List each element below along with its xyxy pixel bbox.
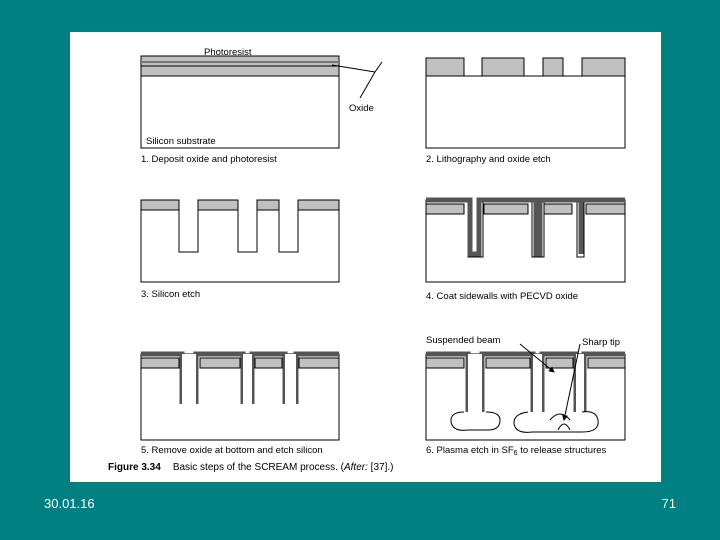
trench: [285, 354, 296, 416]
step-4-caption: 4. Coat sidewalls with PECVD oxide: [426, 291, 579, 302]
step-5-caption: 5. Remove oxide at bottom and etch silicon: [141, 445, 323, 456]
step-3-caption: 3. Silicon etch: [141, 289, 201, 300]
oxide-cap: [200, 358, 240, 368]
trench: [243, 354, 252, 416]
oxide-cap: [484, 204, 528, 214]
figure-canvas: [70, 32, 661, 482]
oxide-cap: [486, 358, 530, 368]
oxide-cap: [141, 200, 179, 210]
oxide-pointer-2: [360, 72, 375, 98]
panel-2: [426, 58, 625, 165]
oxide-pointer-3: [375, 62, 382, 72]
mask-block: [543, 58, 563, 76]
slide-date: 30.01.16: [44, 496, 95, 511]
trench: [182, 354, 196, 416]
tip-label: Sharp tip: [582, 337, 621, 348]
step-6-caption: 6. Plasma etch in $SF_6$ to release structures: [426, 445, 607, 457]
mask-block: [582, 58, 625, 76]
oxide-cap: [299, 358, 339, 368]
mask-block: [426, 58, 464, 76]
oxide-cap: [426, 204, 464, 214]
panel-1: [141, 47, 382, 165]
photoresist-shade: [141, 61, 339, 63]
panel-6: [426, 335, 625, 457]
substrate: [426, 76, 625, 148]
panel-4: [426, 200, 625, 302]
slide-page-number: 71: [661, 496, 676, 511]
oxide-cap: [426, 358, 464, 368]
oxide-cap: [141, 358, 179, 368]
release-cavity: [514, 412, 598, 433]
photoresist-label: Photoresist: [204, 47, 252, 58]
release-cavity: [451, 412, 500, 430]
figure-caption: Figure 3.34 Basic steps of the SCREAM process. (After: [37].): [108, 462, 394, 473]
oxide-layer: [141, 66, 339, 76]
panel-3: [141, 200, 339, 300]
oxide-cap: [255, 358, 282, 368]
oxide-label: Oxide: [349, 103, 374, 114]
substrate-label: Silicon substrate: [146, 136, 216, 147]
mask-block: [482, 58, 524, 76]
oxide-cap: [588, 358, 625, 368]
beam-label: Suspended beam: [426, 335, 501, 346]
oxide-cap: [544, 204, 572, 214]
oxide-cap: [546, 358, 573, 368]
panel-5: [141, 354, 339, 456]
step-2-caption: 2. Lithography and oxide etch: [426, 154, 551, 165]
scream-process-figure: [70, 32, 661, 482]
oxide-cap: [298, 200, 339, 210]
oxide-cap: [198, 200, 238, 210]
etched-silicon: [141, 200, 339, 282]
step-1-caption: 1. Deposit oxide and photoresist: [141, 154, 277, 165]
oxide-cap: [586, 204, 625, 214]
oxide-cap: [257, 200, 279, 210]
